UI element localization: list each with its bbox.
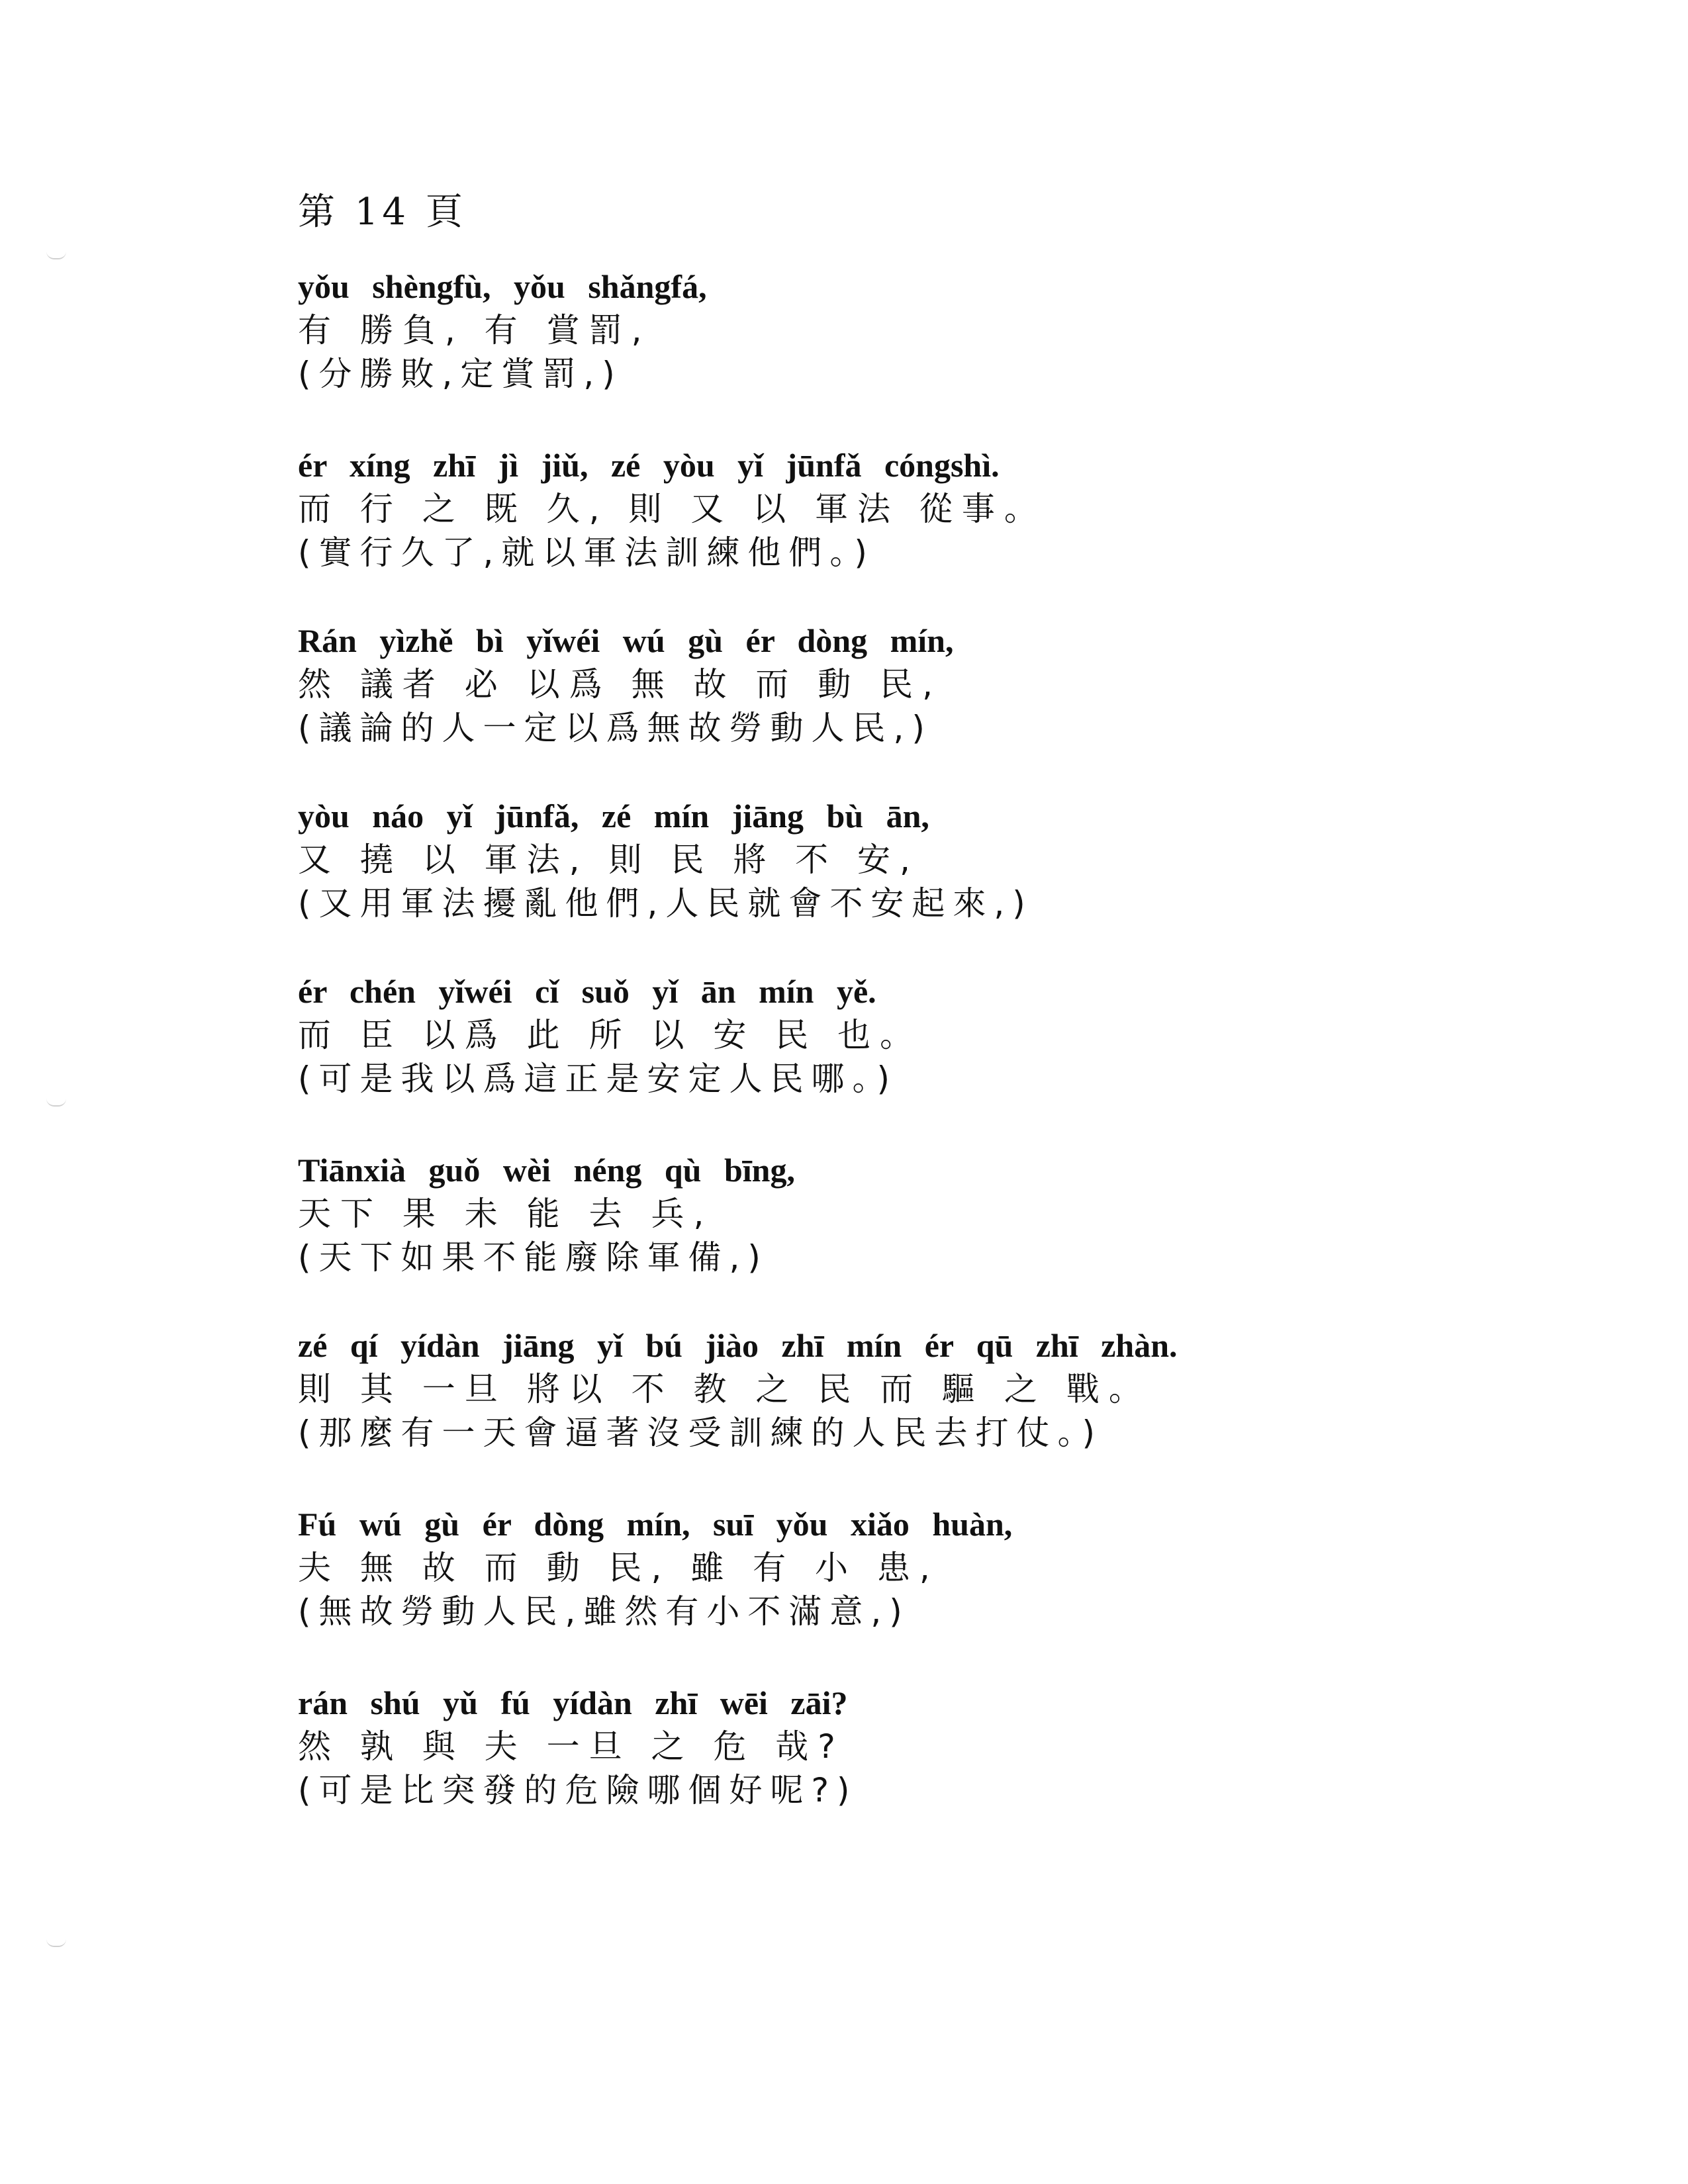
stanza-8: [298, 1502, 1423, 1633]
stanza-6: [298, 1148, 1423, 1279]
punch-hole-mark: [46, 1939, 66, 1947]
stanza-7: [298, 1324, 1423, 1455]
stanza-2: [298, 443, 1423, 574]
chinese-line: 天下 果 未 能 去 兵,: [298, 1195, 714, 1233]
pinyin-line: Fú wú gù ér dòng mín, suī yǒu xiǎo huàn,: [298, 1506, 1013, 1543]
stanza-9: [298, 1681, 1423, 1812]
punch-hole-mark: [46, 251, 66, 259]
chinese-line: 夫 無 故 而 動 民, 雖 有 小 患,: [298, 1549, 939, 1587]
chinese-line: 然 孰 與 夫 一旦 之 危 哉?: [298, 1727, 845, 1766]
gloss-line: (無故勞動人民,雖然有小不滿意,): [298, 1592, 910, 1631]
gloss-line: (可是比突發的危險哪個好呢?): [298, 1771, 858, 1809]
gloss-line: (可是我以爲這正是安定人民哪。): [298, 1060, 898, 1098]
pinyin-line: Tiānxià guǒ wèi néng qù bīng,: [298, 1152, 795, 1189]
gloss-line: (天下如果不能廢除軍備,): [298, 1238, 769, 1277]
stanza-5: [298, 970, 1423, 1101]
chinese-line: 有 勝負, 有 賞罰,: [298, 311, 651, 349]
pinyin-line: ér xíng zhī jì jiǔ, zé yòu yǐ jūnfǎ cóngshì.: [298, 447, 1000, 484]
gloss-line: (議論的人一定以爲無故勞動人民,): [298, 709, 933, 747]
page-number: 第 14 頁: [298, 191, 467, 234]
gloss-line: (實行久了,就以軍法訓練他們。): [298, 533, 875, 572]
pinyin-line: Rán yìzhě bì yǐwéi wú gù ér dòng mín,: [298, 622, 954, 659]
gloss-line: (那麼有一天會逼著沒受訓練的人民去打仗。): [298, 1414, 1103, 1452]
pinyin-line: yòu náo yǐ jūnfǎ, zé mín jiāng bù ān,: [298, 797, 929, 835]
chinese-line: 而 行 之 既 久, 則 又 以 軍法 從事。: [298, 490, 1047, 528]
chinese-line: 又 撓 以 軍法, 則 民 將 不 安,: [298, 841, 919, 879]
pinyin-line: zé qí yídàn jiāng yǐ bú jiào zhī mín ér qū zhī zhàn.: [298, 1327, 1178, 1364]
chinese-line: 而 臣 以爲 此 所 以 安 民 也。: [298, 1016, 923, 1054]
punch-hole-mark: [46, 1099, 66, 1107]
stanza-3: [298, 619, 1423, 750]
gloss-line: (又用軍法擾亂他們,人民就會不安起來,): [298, 884, 1033, 923]
chinese-line: 則 其 一旦 將以 不 教 之 民 而 驅 之 戰。: [298, 1370, 1151, 1408]
stanza-4: [298, 794, 1423, 925]
pinyin-line: rán shú yǔ fú yídàn zhī wēi zāi?: [298, 1684, 848, 1721]
stanza-1: [298, 265, 1423, 396]
gloss-line: (分勝敗,定賞罰,): [298, 355, 623, 393]
chinese-line: 然 議者 必 以爲 無 故 而 動 民,: [298, 665, 943, 704]
pinyin-line: ér chén yǐwéi cǐ suǒ yǐ ān mín yě.: [298, 973, 876, 1010]
pinyin-line: yǒu shèngfù, yǒu shǎngfá,: [298, 268, 707, 305]
